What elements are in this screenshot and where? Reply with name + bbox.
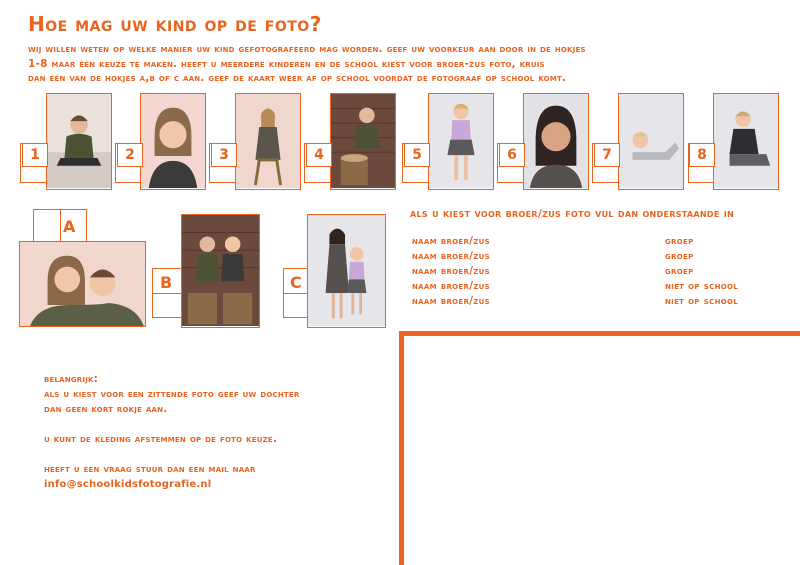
- sibling-name-label-4: naam broer/zus: [412, 280, 490, 292]
- siblings-hug-photo: [19, 241, 146, 327]
- option-box-4[interactable]: 4: [306, 143, 332, 167]
- intro-text: [28, 42, 788, 86]
- sibling-name-label-5: naam broer/zus: [412, 295, 490, 307]
- child-seated-photo: [713, 93, 779, 190]
- sibling-name-label-2: naam broer/zus: [412, 250, 490, 262]
- intro-line-1: wij willen weten op welke manier uw kind gefotografeerd mag worden. geef uw voorkeur aan door in de hokjes: [28, 43, 586, 55]
- siblings-stumps-photo: [181, 214, 260, 328]
- child-portrait-photo: [140, 93, 206, 190]
- child-closeup-photo: [523, 93, 589, 190]
- important-line-4: heeft u een vraag stuur dan een mail naar: [44, 463, 256, 475]
- option-box-3[interactable]: 3: [211, 143, 237, 167]
- page-title: Hoe mag uw kind op de foto?: [28, 12, 322, 36]
- sibling-group-label-2: groep: [665, 250, 694, 262]
- intro-line-3: dan één van de hokjes a,b of c aan. geef de kaart weer af op school voordat de fotograaf op school komt.: [28, 72, 567, 84]
- option-box-1[interactable]: 1: [22, 143, 48, 167]
- sibling-group-label-5: niet op school: [665, 295, 739, 307]
- option-box-A[interactable]: [33, 209, 87, 243]
- option-box-7[interactable]: 7: [594, 143, 620, 167]
- sibling-heading: als u kiest voor broer/zus foto vul dan onderstaande in: [410, 207, 734, 220]
- sibling-group-label-4: niet op school: [665, 280, 739, 292]
- option-letter-B: B: [160, 273, 173, 292]
- sibling-group-label-1: groep: [665, 235, 694, 247]
- sibling-group-label-3: groep: [665, 265, 694, 277]
- important-notes: [44, 372, 384, 492]
- option-box-6[interactable]: 6: [499, 143, 525, 167]
- child-stool-photo: [235, 93, 301, 190]
- child-stump-photo: [330, 93, 396, 190]
- option-letter-C: C: [290, 273, 302, 292]
- option-letter-A: A: [63, 217, 76, 236]
- intro-line-2: 1-8 maar één keuze te maken. heeft u meerdere kinderen en de school kiest voor broer-zus foto, kruis: [28, 57, 545, 70]
- sibling-name-label-1: naam broer/zus: [412, 235, 490, 247]
- child-lying-photo: [618, 93, 684, 190]
- child-sitting-photo: [46, 93, 112, 190]
- child-standing-photo: [428, 93, 494, 190]
- contact-email[interactable]: info@schoolkidsfotografie.nl: [44, 479, 212, 490]
- sibling-name-label-3: naam broer/zus: [412, 265, 490, 277]
- address-frame: [399, 331, 800, 565]
- siblings-standing-photo: [307, 214, 386, 328]
- important-line-1: als u kiest voor een zittende foto geef uw dochter: [44, 388, 300, 400]
- important-line-3: u kunt de kleding afstemmen op de foto keuze.: [44, 433, 278, 445]
- important-heading: belangrijk:: [44, 373, 99, 385]
- option-box-2[interactable]: 2: [117, 143, 143, 167]
- option-box-8[interactable]: 8: [689, 143, 715, 167]
- important-line-2: dan geen kort rokje aan.: [44, 403, 168, 415]
- option-box-5[interactable]: 5: [404, 143, 430, 167]
